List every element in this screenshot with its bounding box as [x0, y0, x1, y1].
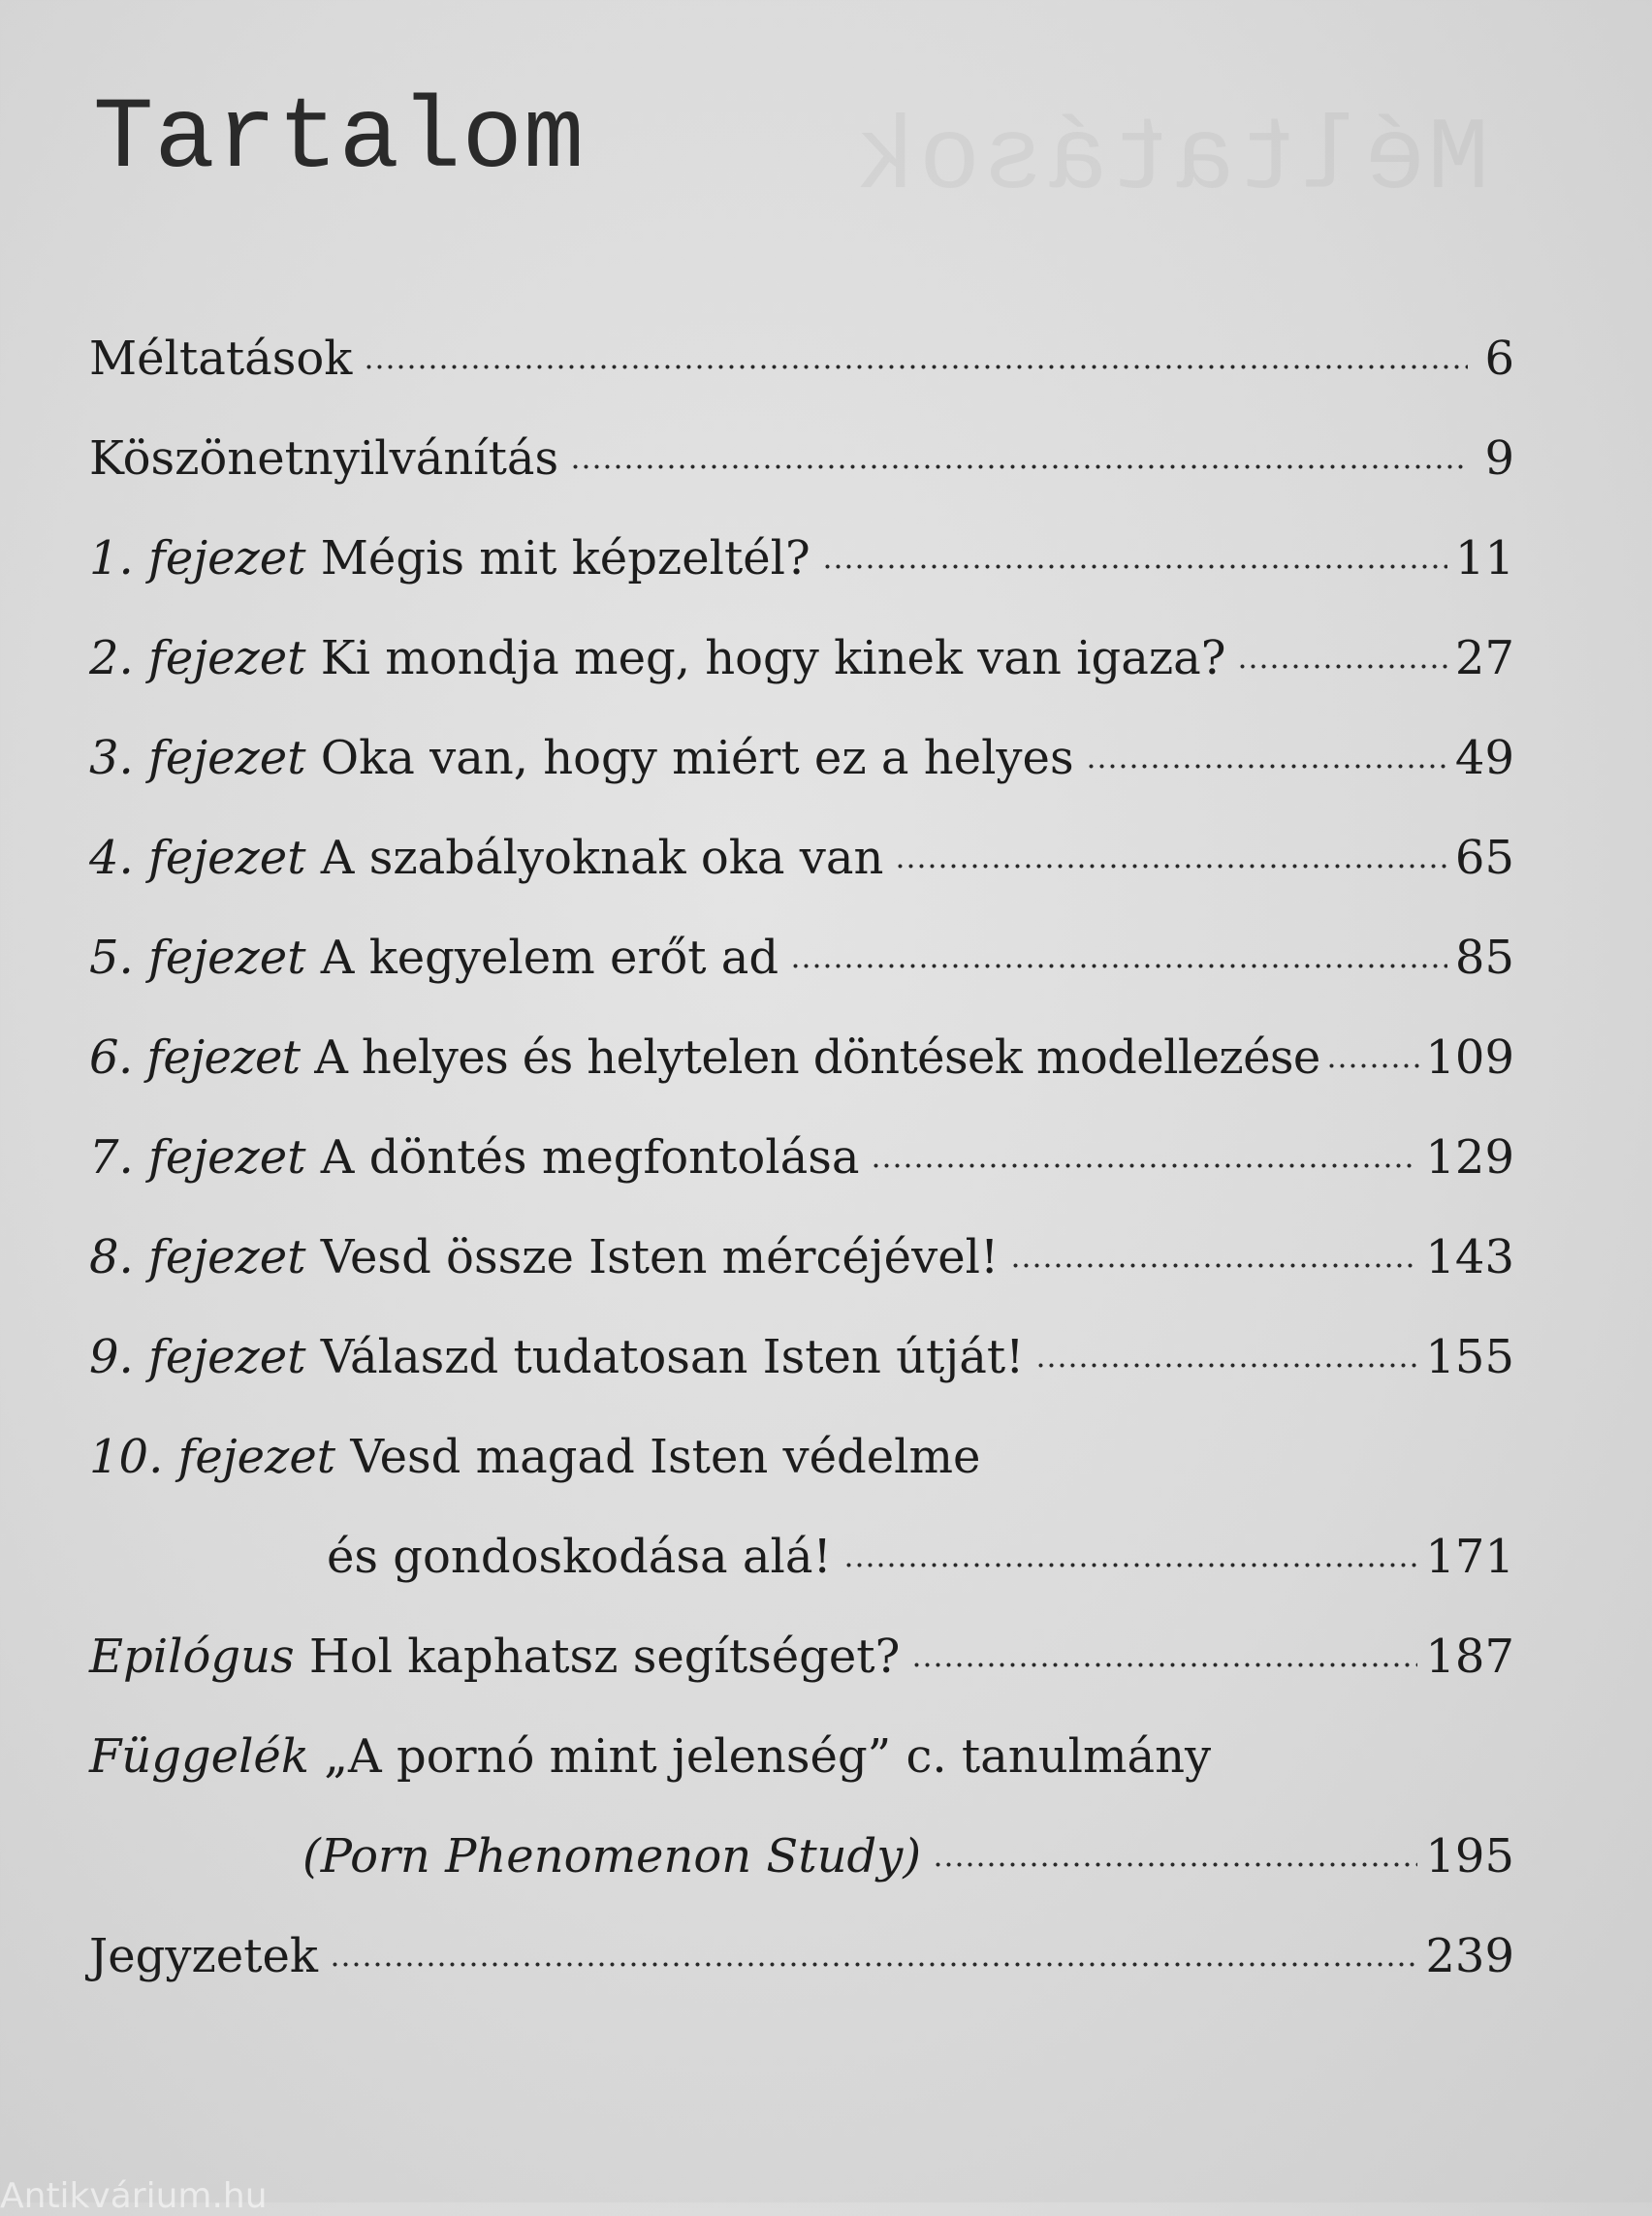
toc-entry-meltatasok[interactable] [89, 330, 1514, 429]
toc-entry-chapter-4[interactable] [89, 829, 1514, 929]
toc-entry-page: 11 [1454, 531, 1514, 586]
toc-chapter-label: 10. fejezet [89, 1430, 336, 1484]
toc-entry-title: A szabályoknak oka van [320, 831, 884, 885]
toc-entry-page: 143 [1425, 1230, 1514, 1284]
toc-entry-chapter-9[interactable] [89, 1328, 1514, 1428]
toc-entry-page: 187 [1425, 1630, 1514, 1684]
page-title: Tartalom [93, 82, 586, 197]
toc-chapter-label: 6. fejezet [89, 1030, 301, 1085]
toc-entry-title-continued: (Porn Phenomenon Study) [302, 1829, 922, 1884]
toc-entry-jegyzetek[interactable] [89, 1927, 1514, 2027]
dot-leader [1237, 629, 1446, 672]
toc-entry-page: 155 [1425, 1330, 1514, 1384]
toc-chapter-label: 9. fejezet [89, 1330, 306, 1384]
toc-entry-title: Köszönetnyilvánítás [89, 431, 559, 486]
toc-chapter-label: 4. fejezet [89, 831, 306, 885]
toc-entry-title: A döntés megfontolása [320, 1130, 860, 1185]
table-of-contents [89, 330, 1514, 2027]
toc-entry-page: 109 [1425, 1030, 1514, 1085]
toc-entry-title: „A pornó mint jelenség” c. tanulmány [324, 1729, 1212, 1784]
toc-entry-page: 65 [1454, 831, 1514, 885]
toc-entry-page: 27 [1454, 631, 1514, 685]
toc-entry-title: Oka van, hogy miért ez a helyes [320, 731, 1074, 785]
watermark: Antikvárium.hu [0, 2176, 268, 2216]
toc-entry-page: 129 [1425, 1130, 1514, 1185]
toc-chapter-label: 8. fejezet [89, 1230, 306, 1284]
toc-chapter-label: Epilógus [89, 1630, 295, 1684]
toc-entry-page: 49 [1454, 731, 1514, 785]
toc-entry-page: 239 [1425, 1929, 1514, 1983]
toc-entry-chapter-8[interactable] [89, 1228, 1514, 1328]
toc-entry-title: Ki mondja meg, hogy kinek van igaza? [320, 631, 1226, 685]
toc-entry-title: Vesd össze Isten mércéjével! [320, 1230, 1000, 1284]
toc-chapter-label: 5. fejezet [89, 931, 306, 985]
toc-entry-title: Méltatások [89, 332, 353, 386]
toc-entry-chapter-2[interactable] [89, 629, 1514, 729]
dot-leader [790, 929, 1447, 971]
toc-entry-chapter-3[interactable] [89, 729, 1514, 829]
toc-entry-page: 6 [1484, 332, 1514, 386]
toc-entry-page: 195 [1425, 1829, 1514, 1884]
dot-leader [1326, 1029, 1420, 1071]
dot-leader [822, 529, 1447, 572]
dot-leader [1086, 729, 1447, 772]
toc-entry-chapter-1[interactable] [89, 529, 1514, 629]
dot-leader [1035, 1328, 1417, 1371]
toc-entry-title: A helyes és helytelen döntések modellezése [314, 1030, 1320, 1085]
toc-entry-fuggelek-continued[interactable] [89, 1827, 1514, 1927]
toc-entry-title: A kegyelem erőt ad [320, 931, 779, 985]
dot-leader [843, 1528, 1418, 1570]
dot-leader [364, 330, 1468, 372]
toc-chapter-label: 2. fejezet [89, 631, 306, 685]
toc-chapter-label: 7. fejezet [89, 1130, 306, 1185]
toc-entry-title: Válaszd tudatosan Isten útját! [320, 1330, 1025, 1384]
dot-leader [330, 1927, 1417, 1970]
toc-entry-title: Jegyzetek [89, 1929, 318, 1983]
toc-chapter-label: Függelék [89, 1729, 309, 1784]
toc-entry-fuggelek[interactable] [89, 1727, 1514, 1827]
dot-leader [911, 1628, 1417, 1670]
toc-entry-title-continued: és gondoskodása alá! [327, 1530, 832, 1584]
toc-entry-chapter-7[interactable] [89, 1128, 1514, 1228]
toc-entry-chapter-10-continued[interactable] [89, 1528, 1514, 1628]
toc-entry-epilogus[interactable] [89, 1628, 1514, 1727]
toc-entry-page: 85 [1454, 931, 1514, 985]
toc-entry-koszonetnyilvanitas[interactable] [89, 429, 1514, 529]
toc-chapter-label: 3. fejezet [89, 731, 306, 785]
toc-entry-chapter-10[interactable] [89, 1428, 1514, 1528]
toc-chapter-label: 1. fejezet [89, 531, 306, 586]
bleed-through-text [853, 102, 1489, 218]
toc-entry-chapter-6[interactable] [89, 1029, 1514, 1128]
dot-leader [871, 1128, 1417, 1171]
toc-entry-chapter-5[interactable] [89, 929, 1514, 1029]
dot-leader [933, 1827, 1417, 1870]
toc-entry-title: Vesd magad Isten védelme [350, 1430, 981, 1484]
dot-leader [570, 429, 1468, 472]
dot-leader [1010, 1228, 1417, 1271]
toc-entry-title: Hol kaphatsz segítséget? [308, 1630, 901, 1684]
toc-entry-title: Mégis mit képzeltél? [320, 531, 810, 586]
toc-entry-page: 9 [1484, 431, 1514, 486]
dot-leader [895, 829, 1447, 871]
toc-entry-page: 171 [1425, 1530, 1514, 1584]
